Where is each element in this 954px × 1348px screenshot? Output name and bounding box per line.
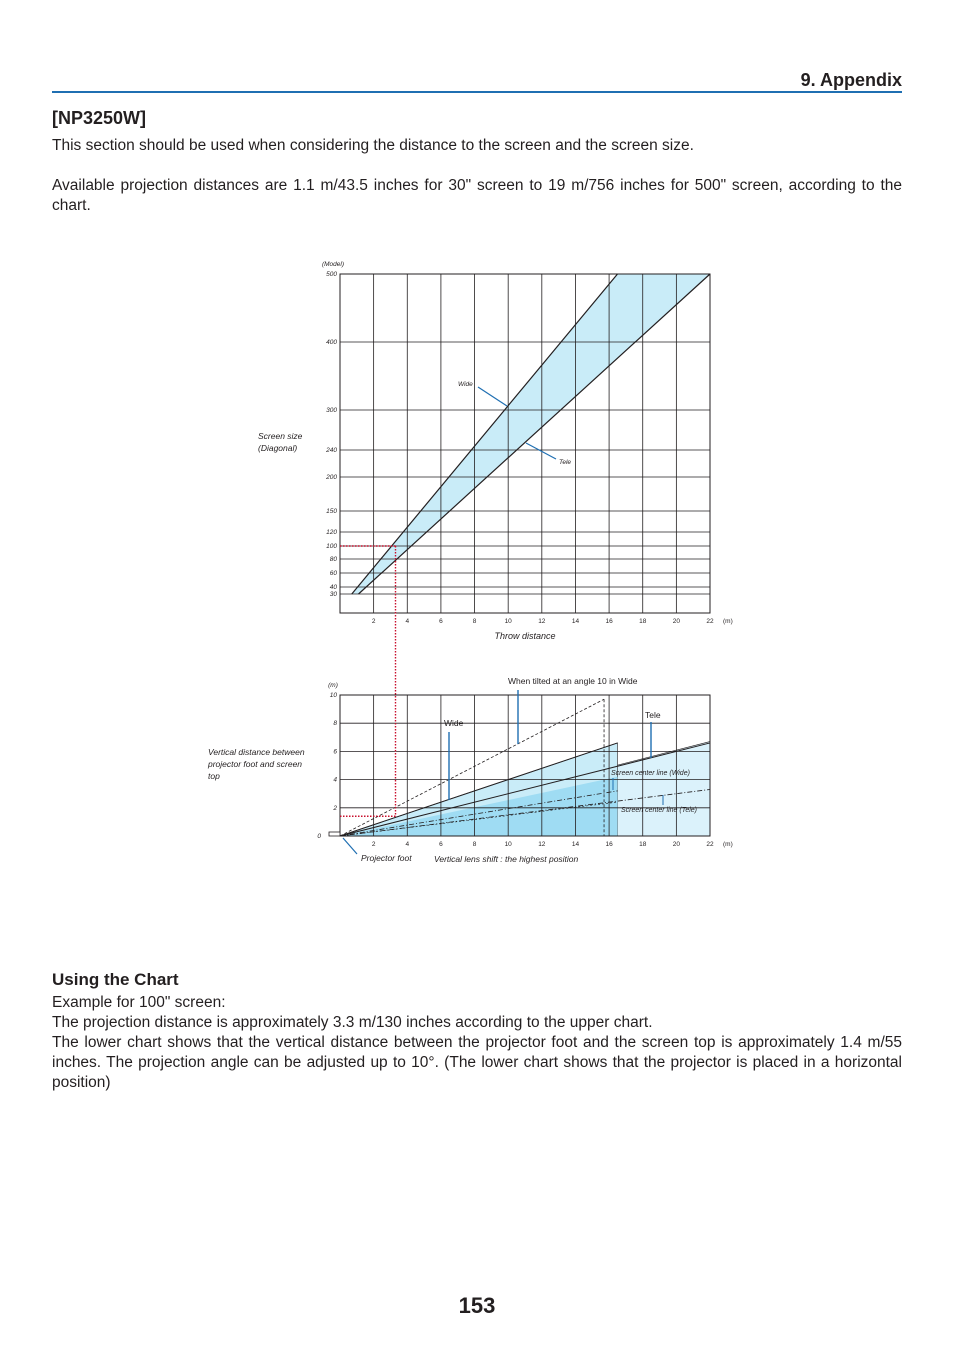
projector-foot-note: Projector foot xyxy=(361,853,412,863)
using-line-2: The lower chart shows that the vertical distance between the projector foot and the screen top is approximately 1.4 m/55 inches. The projection angle can be adjusted up to 10°. (The lower chart shows that the projector is placed in a horizontal position) xyxy=(52,1034,902,1091)
upper-chart xyxy=(258,261,733,641)
example-connector xyxy=(340,546,396,816)
x-tick-label: 2 xyxy=(371,618,376,625)
x-tick-label: 22 xyxy=(706,618,714,625)
x-tick-label: 4 xyxy=(405,618,410,625)
x-tick-label: 22 xyxy=(706,841,714,848)
y-axis-label-1: Vertical distance between xyxy=(208,747,305,757)
center-wide-note: Screen center line (Wide) xyxy=(611,770,690,777)
x-tick-label: 14 xyxy=(571,618,580,625)
using-line-1: The projection distance is approximately 3.3 m/130 inches according to the upper chart. xyxy=(52,1014,653,1031)
x-tick-label: 16 xyxy=(605,618,613,625)
x-tick-label: 8 xyxy=(472,618,477,625)
y-tick-label: 40 xyxy=(329,584,337,591)
y-tick-label: 100 xyxy=(326,543,337,550)
y-tick-label: 240 xyxy=(326,447,337,454)
x-tick-label: 20 xyxy=(672,618,680,625)
x-tick-label: 8 xyxy=(472,841,477,848)
x-tick-label: 16 xyxy=(605,841,613,848)
y-axis-label-2: (Diagonal) xyxy=(258,443,298,453)
y-tick-label: 6 xyxy=(333,748,337,756)
model-heading: [NP3250W] xyxy=(52,108,147,128)
projector-icon xyxy=(329,832,340,836)
intro-paragraph-1: This section should be used when considering the distance to the screen and the screen size. xyxy=(52,137,694,154)
center-tele-note: Screen center line (Tele) xyxy=(621,807,698,814)
y-tick-label: 120 xyxy=(326,529,337,536)
tele-note: Tele xyxy=(645,710,661,720)
projector-foot-leader xyxy=(343,838,357,854)
y-tick-label: 150 xyxy=(326,508,337,515)
y-tick-label: 400 xyxy=(326,339,337,346)
example-label: Example for 100" screen: xyxy=(52,994,226,1011)
lower-chart xyxy=(207,676,733,864)
x-tick-label: 10 xyxy=(504,841,512,848)
x-tick-label: 6 xyxy=(439,618,443,625)
page-number: 153 xyxy=(458,1293,496,1318)
y-tick-label: 8 xyxy=(333,720,337,728)
tele-leader xyxy=(526,443,556,459)
x-tick-label: 18 xyxy=(639,618,647,625)
x-tick-label: 10 xyxy=(504,618,512,625)
x-tick-label: 12 xyxy=(538,841,546,848)
y-tick-label: 0 xyxy=(317,833,321,840)
x-tick-label: 4 xyxy=(405,841,410,848)
wide-label: Wide xyxy=(458,381,473,388)
x-tick-label: 14 xyxy=(571,841,580,848)
y-axis-label-3: top xyxy=(208,771,220,781)
tilted-note: When tilted at an angle 10 in Wide xyxy=(508,676,638,686)
x-tick-label: 6 xyxy=(439,841,443,848)
section-title: 9. Appendix xyxy=(800,70,902,90)
wide-leader xyxy=(478,387,507,406)
y-tick-label: 10 xyxy=(329,692,337,699)
x-tick-label: 20 xyxy=(672,841,680,848)
x-unit: (m) xyxy=(723,618,733,625)
y-tick-label: 4 xyxy=(333,776,337,784)
x-axis-label: Throw distance xyxy=(494,631,556,641)
y-axis-label-2: projector foot and screen xyxy=(208,759,303,769)
y-tick-label: 300 xyxy=(326,407,337,414)
tele-label: Tele xyxy=(559,459,572,466)
x-tick-label: 2 xyxy=(371,841,376,848)
x-tick-label: 18 xyxy=(639,841,647,848)
using-chart-title: Using the Chart xyxy=(52,970,179,989)
y-unit: (m) xyxy=(328,682,338,689)
y-axis-label-1: Screen size xyxy=(258,431,303,441)
y-unit: (Model) xyxy=(321,261,345,268)
x-unit: (m) xyxy=(723,841,733,848)
wide-note: Wide xyxy=(444,718,464,728)
x-tick-label: 12 xyxy=(538,618,546,625)
y-tick-label: 30 xyxy=(329,591,337,598)
y-tick-label: 2 xyxy=(333,804,337,812)
y-tick-label: 60 xyxy=(329,570,337,577)
lens-shift-note: Vertical lens shift : the highest position xyxy=(434,854,579,864)
y-tick-label: 500 xyxy=(326,271,337,278)
y-tick-label: 200 xyxy=(326,474,337,481)
intro-paragraph-2: Available projection distances are 1.1 m/43.5 inches for 30" screen to 19 m/756 inches for 500" screen, according to the chart. xyxy=(52,177,902,214)
y-tick-label: 80 xyxy=(329,556,337,563)
